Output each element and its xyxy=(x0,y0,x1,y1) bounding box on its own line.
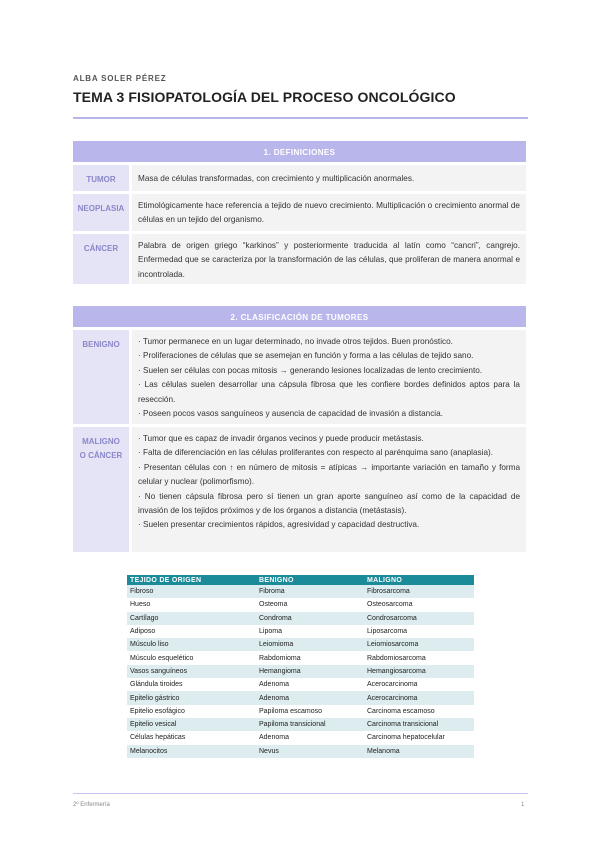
classification-text-benign xyxy=(132,330,526,424)
table-cell: Osteosarcoma xyxy=(364,598,474,611)
table-cell: Nevus xyxy=(256,745,364,758)
table-cell: Melanoma xyxy=(364,745,474,758)
definition-label: TUMOR xyxy=(73,165,132,191)
table-cell: Vasos sanguíneos xyxy=(127,665,256,678)
definition-text: Masa de células transformadas, con crecimiento y multiplicación anormales. xyxy=(132,165,526,191)
table-cell: Rabdomiosarcoma xyxy=(364,651,474,664)
table-cell: Carcinoma transicional xyxy=(364,718,474,731)
classification-row-benign xyxy=(73,330,526,427)
definition-label: NEOPLASIA xyxy=(73,194,132,231)
table-cell: Hemangioma xyxy=(256,665,364,678)
table-cell: Fibroma xyxy=(256,585,364,598)
definition-text: Palabra de origen griego “karkinos” y posteriormente traducida al latín como “cancri”, cangrejo. Enfermedad que se caracteriza por la transformación de las células, que proliferan de manera anormal e incontrolada. xyxy=(132,234,526,284)
page-number: 1 xyxy=(521,802,525,808)
table-row xyxy=(127,638,474,651)
benign-point: · Poseen pocos vasos sanguíneos y ausencia de capacidad de invasión a distancia. xyxy=(138,409,443,419)
definition-row-neoplasia xyxy=(73,194,526,234)
malignant-point: · Presentan células con ↑ en número de mitosis = atípicas → importante variación en tamaño y forma celular y nuclear (polimorfismo). xyxy=(138,462,520,487)
table-row xyxy=(127,665,474,678)
table-cell: Cartílago xyxy=(127,612,256,625)
table-cell: Epitelio vesical xyxy=(127,718,256,731)
table-row xyxy=(127,598,474,611)
tissue-table-header xyxy=(127,575,474,585)
classification-table xyxy=(73,306,526,555)
table-cell: Carcinoma hepatocelular xyxy=(364,731,474,744)
tissue-origin-table xyxy=(127,575,474,758)
malignant-point: · Suelen presentar crecimientos rápidos, agresividad y capacidad destructiva. xyxy=(138,520,420,530)
table-row xyxy=(127,691,474,704)
table-cell: Músculo esquelético xyxy=(127,651,256,664)
table-cell: Adenoma xyxy=(256,691,364,704)
table-cell: Condroma xyxy=(256,612,364,625)
table-cell: Hemangiosarcoma xyxy=(364,665,474,678)
table-cell: Carcinoma escamoso xyxy=(364,705,474,718)
table-cell: Osteoma xyxy=(256,598,364,611)
author-name: ALBA SOLER PÉREZ xyxy=(73,74,167,83)
column-header-benign: BENIGNO xyxy=(256,575,364,585)
table-cell: Leiomioma xyxy=(256,638,364,651)
table-cell: Acerocarcinoma xyxy=(364,691,474,704)
table-cell: Liposarcoma xyxy=(364,625,474,638)
footer-course: 2º Enfermería xyxy=(73,802,110,808)
table-cell: Papiloma transicional xyxy=(256,718,364,731)
table-cell: Epitelio esofágico xyxy=(127,705,256,718)
table-row xyxy=(127,718,474,731)
table-cell: Fibroso xyxy=(127,585,256,598)
definition-label: CÁNCER xyxy=(73,234,132,284)
footer-divider xyxy=(73,793,528,794)
table-row xyxy=(127,731,474,744)
benign-point: · Tumor permanece en un lugar determinado, no invade otros tejidos. Buen pronóstico. xyxy=(138,337,453,346)
table-row xyxy=(127,612,474,625)
malignant-point: · Tumor que es capaz de invadir órganos vecinos y puede producir metástasis. xyxy=(138,434,424,443)
benign-point: · Suelen ser células con pocas mitosis → generando lesiones localizadas de lento crecimiento. xyxy=(138,365,483,375)
table-cell: Fibrosarcoma xyxy=(364,585,474,598)
benign-point: · Las células suelen desarrollar una cápsula fibrosa que les confiere bordes definidos aptos para la resección. xyxy=(138,380,520,404)
table-cell: Adenoma xyxy=(256,678,364,691)
column-header-malignant: MALIGNO xyxy=(364,575,474,585)
table-cell: Músculo liso xyxy=(127,638,256,651)
table-cell: Glándula tiroides xyxy=(127,678,256,691)
malignant-label-line: MALIGNO xyxy=(82,437,120,446)
malignant-label-line: O CÁNCER xyxy=(79,451,123,460)
table-cell: Células hepáticas xyxy=(127,731,256,744)
table-row xyxy=(127,651,474,664)
table-cell: Melanocitos xyxy=(127,745,256,758)
table-cell: Lipoma xyxy=(256,625,364,638)
table-cell: Rabdomioma xyxy=(256,651,364,664)
table-cell: Papiloma escamoso xyxy=(256,705,364,718)
table-cell: Adenoma xyxy=(256,731,364,744)
malignant-point: · Falta de diferenciación en las células proliferantes con respecto al parénquima sano (anaplasia). xyxy=(138,448,493,458)
table-row xyxy=(127,625,474,638)
definitions-table xyxy=(73,141,526,287)
table-cell: Leiomiosarcoma xyxy=(364,638,474,651)
column-header-tissue: TEJIDO DE ORIGEN xyxy=(127,575,256,585)
table-cell: Epitelio gástrico xyxy=(127,691,256,704)
table-row xyxy=(127,745,474,758)
classification-text-malignant xyxy=(132,427,526,552)
classification-label-benign: BENIGNO xyxy=(73,330,132,424)
definition-row-tumor xyxy=(73,165,526,194)
table-row xyxy=(127,585,474,598)
classification-label-malignant xyxy=(73,427,132,552)
page-title: TEMA 3 FISIOPATOLOGÍA DEL PROCESO ONCOLÓGICO xyxy=(73,89,456,105)
table-row xyxy=(127,678,474,691)
definition-row-cancer xyxy=(73,234,526,287)
table-row xyxy=(127,705,474,718)
table-cell: Acerocarcinoma xyxy=(364,678,474,691)
table-cell: Hueso xyxy=(127,598,256,611)
definition-text: Etimológicamente hace referencia a tejido de nuevo crecimiento. Multiplicación o crecimiento anormal de células en un tejido del organismo. xyxy=(132,194,526,231)
benign-point: · Proliferaciones de células que se asemejan en función y forma a las células de tejido sano. xyxy=(138,351,474,361)
classification-heading: 2. CLASIFICACIÓN DE TUMORES xyxy=(73,306,526,330)
table-cell: Adiposo xyxy=(127,625,256,638)
table-cell: Condrosarcoma xyxy=(364,612,474,625)
classification-row-malignant xyxy=(73,427,526,555)
title-divider xyxy=(73,117,528,119)
definitions-heading: 1. DEFINICIONES xyxy=(73,141,526,165)
malignant-point: · No tienen cápsula fibrosa pero sí tienen un gran aporte sanguíneo así como de la capacidad de invasión de los tejidos próximos y de los órganos a distancia (metástasis). xyxy=(138,491,520,516)
